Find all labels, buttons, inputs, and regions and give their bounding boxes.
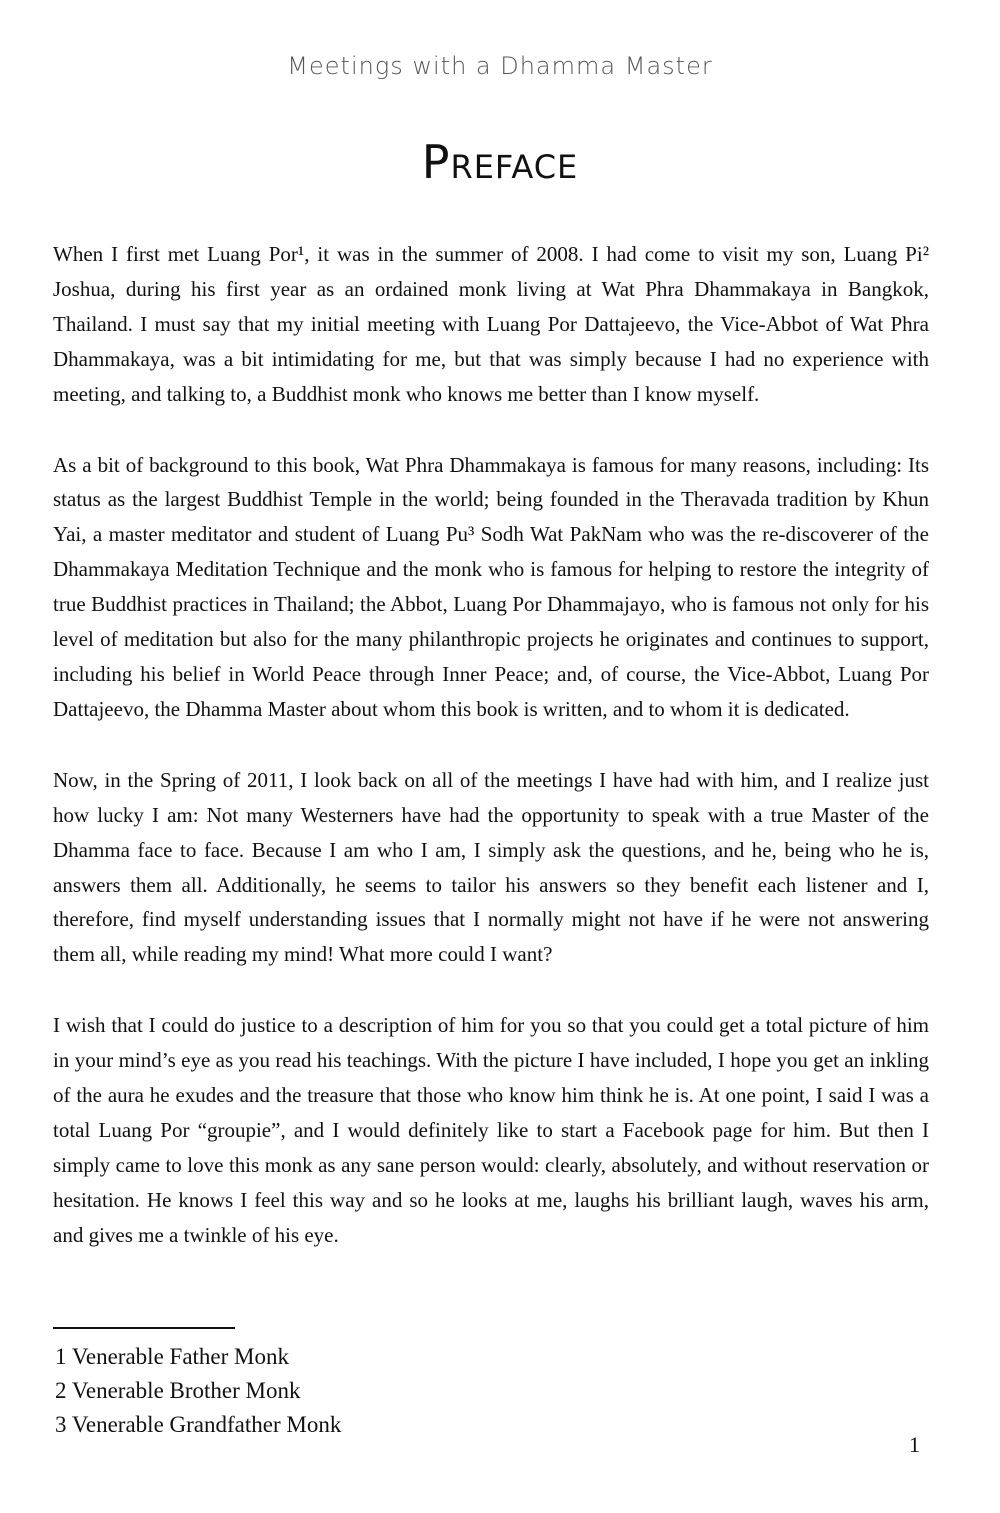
running-header: Meetings with a Dhamma Master [287, 52, 713, 80]
footnote-3: 3 Venerable Grandfather Monk [55, 1412, 342, 1437]
paragraph-2: As a bit of background to this book, Wat Phra Dhammakaya is famous for many reasons, including: Its status as the largest Buddhist Temple in the world; being founded in the Theravada tradition by Khun Yai, a master meditator and student of Luang Pu³ Sodh Wat PakNam who was the re-discoverer of the Dhammakaya Meditation Technique and the monk who is famous for helping to restore the integrity of true Buddhist practices in Thailand; the Abbot, Luang Por Dhammajayo, who is famous not only for his level of meditation but also for the many philanthropic projects he originates and continues to support, including his belief in World Peace through Inner Peace; and, of course, the Vice-Abbot, Luang Por Dattajeevo, the Dhamma Master about whom this book is written, and to whom it is dedicated. [53, 452, 929, 721]
footnote-divider [53, 1327, 235, 1329]
paragraph-3: Now, in the Spring of 2011, I look back on all of the meetings I have had with him, and I realize just how lucky I am: Not many Westerners have had the opportunity to speak with a true Master of the Dhamma face to face. Because I am who I am, I simply ask the questions, and he, being who he is, answers them all. Additionally, he seems to tailor his answers so they benefit each listener and I, therefore, find myself understanding issues that I normally might not have if he were not answering them all, while reading my mind! What more could I want? [53, 767, 929, 967]
body-text [53, 237, 929, 1289]
footnotes [55, 1340, 655, 1442]
page-number: 1 [909, 1432, 920, 1457]
page-title: Preface [421, 135, 579, 189]
paragraph-4: I wish that I could do justice to a description of him for you so that you could get a total picture of him in your mind’s eye as you read his teachings. With the picture I have included, I hope you get an inkling of the aura he exudes and the treasure that those who know him think he is. At one point, I said I was a total Luang Por “groupie”, and I would definitely like to start a Facebook page for him. But then I simply came to love this monk as any sane person would: clearly, absolutely, and without reservation or hesitation. He knows I feel this way and so he looks at me, laughs his brilliant laugh, waves his arm, and gives me a twinkle of his eye. [53, 1013, 929, 1247]
footnote-2: 2 Venerable Brother Monk [55, 1378, 301, 1403]
footnote-1: 1 Venerable Father Monk [55, 1344, 289, 1369]
paragraph-1: When I first met Luang Por¹, it was in the summer of 2008. I had come to visit my son, Luang Pi² Joshua, during his first year as an ordained monk living at Wat Phra Dhammakaya in Bangkok, Thailand. I must say that my initial meeting with Luang Por Dattajeevo, the Vice-Abbot of Wat Phra Dhammakaya, was a bit intimidating for me, but that was simply because I had no experience with meeting, and talking to, a Buddhist monk who knows me better than I know myself. [53, 242, 929, 406]
